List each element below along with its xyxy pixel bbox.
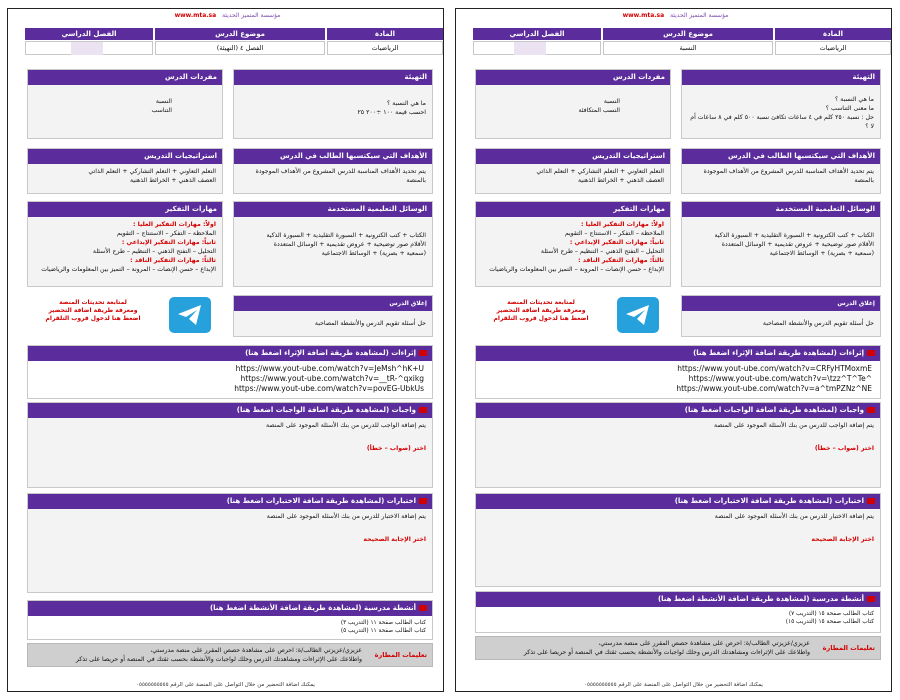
- activity-line: كتاب الطالب صفحة ١١ (التدريب ٥): [340, 628, 426, 634]
- thinking-heading-1: اولاً: مهارات التفكير العليا :: [133, 221, 216, 228]
- activities-title[interactable]: [476, 592, 880, 607]
- thinking-heading-2: ثانياً: مهارات التفكير الإبداعي :: [569, 239, 664, 246]
- semester-header: الفصل الدراسي: [25, 28, 153, 40]
- tests-box: [475, 493, 881, 587]
- promo-line: ومعرفة طريقة اضافة التحضير: [496, 307, 586, 314]
- thinking-skills-1: الملاحظة – التفكر – الاستنتاج – التقويم: [116, 230, 216, 237]
- closing-title: إغلاق الدرس: [234, 296, 432, 311]
- tests-choice: اختر الإجابة الصحيحة: [363, 536, 426, 543]
- lesson-plan-page-2: [455, 8, 892, 692]
- telegram-promo[interactable]: [481, 299, 601, 323]
- strategies-title: استراتيجيات التدريس: [28, 149, 222, 164]
- strategies-line: العصف الذهني + الخرائط الذهنية: [577, 177, 664, 184]
- enrichment-link[interactable]: https://www.yout-ube.com/watch?v=\tzz^T^Te^: [688, 374, 872, 383]
- strategies-box: [27, 148, 223, 194]
- tests-text: يتم إضافة الاختبار للدرس من بنك الأسئلة الموجود على المنصة: [714, 513, 874, 520]
- promo-line: ومعرفة طريقة اضافة التحضير: [48, 307, 138, 314]
- tests-box: [27, 493, 433, 593]
- tools-line: الكتاب + كتب الكترونية + السبورة التقليدية + السبورة الذكية: [714, 232, 874, 239]
- closing-title: إغلاق الدرس: [682, 296, 880, 311]
- tests-text: يتم إضافة الاختبار للدرس من بنك الأسئلة الموجود على المنصة: [266, 513, 426, 520]
- homework-title-text: واجبات (لمشاهدة طريقة اضافة الواجبات اضغط هنا): [684, 406, 864, 414]
- homework-box: [475, 402, 881, 488]
- instructions-box: [475, 636, 881, 660]
- vocab-title: مفردات الدرس: [476, 70, 670, 85]
- youtube-icon[interactable]: [867, 407, 875, 413]
- vocab-line: النسبة: [155, 98, 172, 105]
- warmup-title: التهيئة: [234, 70, 432, 85]
- topic-header: موضوع الدرس: [603, 28, 773, 40]
- closing-box: [233, 295, 433, 337]
- goals-title: الأهداف التي سيكتسبها الطالب في الدرس: [234, 149, 432, 164]
- instructions-line: واطلاعك على الإثراءات ومشاهدتك الدرس وحلك لواجبات والأنشطة بحسب ثقتك في المنصة أو حريصا على تذكر: [75, 656, 362, 663]
- warmup-line: ما هي النسبة ؟: [835, 96, 874, 103]
- thinking-box: [27, 201, 223, 287]
- homework-box: [27, 402, 433, 488]
- tools-line: الأقلام صور توضيحية + عروض تقديمية + الوسائل المتعددة: [273, 241, 426, 248]
- subject-value: الرياضيات: [775, 41, 891, 55]
- homework-choice: اختر (صواب – خطأ): [814, 445, 874, 452]
- homework-choice: اختر (صواب – خطأ): [366, 445, 426, 452]
- tests-title-text: اختبارات (لمشاهدة طريقة اضافة الاختبارات اضغط هنا): [674, 497, 864, 505]
- page-footer: يمكنك اضافة التحضير من خلال التواصل على المنصة على الرقم ٠٥٥٥٥٥٥٥٥٥٥: [584, 682, 763, 688]
- enrichment-link[interactable]: https://www.yout-ube.com/watch?v=__tR-^qxikg: [240, 374, 424, 383]
- promo-line: اضغط هنا لدخول قروب التلقرام: [493, 315, 589, 322]
- vocab-line: التناسب: [151, 107, 172, 114]
- instructions-title: تعليمات المطارة: [374, 651, 427, 659]
- goals-box: [681, 148, 881, 194]
- instructions-line: عزيزي/عزيزتي الطالب/ة: احرص على مشاهدة حصص المقرر على منصة مدرستي،: [598, 640, 810, 647]
- promo-line: اضغط هنا لدخول قروب التلقرام: [45, 315, 141, 322]
- semester-header: الفصل الدراسي: [473, 28, 601, 40]
- warmup-title: التهيئة: [682, 70, 880, 85]
- activities-title-text: أنشطة مدرسية (لمشاهدة طريقة اضافة الأنشطة اضغط هنا): [657, 595, 864, 603]
- homework-text: يتم إضافة الواجب للدرس من بنك الأسئلة الموجود على المنصة: [266, 422, 426, 429]
- vocab-box: [27, 69, 223, 139]
- telegram-icon[interactable]: [169, 297, 211, 333]
- tools-line: (سمعية + بصرية) + الوسائط الاجتماعية: [769, 250, 874, 257]
- strategies-line: التعلم التعاوني + التعلم التشاركي + التعلم الذاتي: [88, 168, 216, 175]
- topic-value: النسبة: [603, 41, 773, 55]
- thinking-skills-2: التحليل – التفتح الذهني – التنظيم – طرح الأسئلة: [92, 248, 216, 255]
- youtube-icon[interactable]: [867, 596, 875, 602]
- tools-box: [233, 201, 433, 287]
- site-org: مؤسسة المتميز الحديثة: [222, 12, 281, 19]
- enrichment-link[interactable]: https://www.yout-ube.com/watch?v=a^tmPZNz^NE: [676, 384, 872, 393]
- tests-title[interactable]: [476, 494, 880, 509]
- warmup-line: ما هي النسبة ؟: [387, 100, 426, 107]
- tools-line: الأقلام صور توضيحية + عروض تقديمية + الوسائل المتعددة: [721, 241, 874, 248]
- thinking-skills-3: الإبداع – حسن الإنصات – المرونة – التميز بين المعلومات والرياضيات: [41, 266, 216, 273]
- promo-line: لمتابعة تحديثات المنصة: [59, 299, 127, 306]
- closing-text: حل أسئلة تقويم الدرس والأنشطة المصاحبة: [314, 320, 426, 327]
- warmup-box: [233, 69, 433, 139]
- thinking-box: [475, 201, 671, 287]
- semester-highlight: [71, 42, 103, 55]
- enrichment-title[interactable]: [476, 346, 880, 361]
- thinking-heading-2: ثانياً: مهارات التفكير الإبداعي :: [121, 239, 216, 246]
- activities-title-text: أنشطة مدرسية (لمشاهدة طريقة اضافة الأنشطة اضغط هنا): [209, 604, 416, 612]
- activities-box: [475, 591, 881, 633]
- site-header: [456, 12, 891, 19]
- tests-title-text: اختبارات (لمشاهدة طريقة اضافة الاختبارات اضغط هنا): [226, 497, 416, 505]
- strategies-title: استراتيجيات التدريس: [476, 149, 670, 164]
- homework-title-text: واجبات (لمشاهدة طريقة اضافة الواجبات اضغط هنا): [236, 406, 416, 414]
- activity-line: كتاب الطالب صفحة ١١ (التدريب ٣): [340, 620, 426, 626]
- thinking-heading-1: اولاً: مهارات التفكير العليا :: [581, 221, 664, 228]
- enrichment-title[interactable]: [28, 346, 432, 361]
- homework-title[interactable]: [476, 403, 880, 418]
- youtube-icon[interactable]: [419, 498, 427, 504]
- warmup-line: ما معنى التناسب ؟: [825, 105, 874, 112]
- homework-title[interactable]: [28, 403, 432, 418]
- goals-line: يتم تحديد الأهداف المناسبة للدرس المشروع من الأهداف الموجودة: [255, 168, 426, 175]
- strategies-box: [475, 148, 671, 194]
- instructions-line: واطلاعك على الإثراءات ومشاهدتك الدرس وحلك لواجبات والأنشطة بحسب ثقتك في المنصة أو حريصا على تذكر: [523, 649, 810, 656]
- vocab-line: النسبة: [603, 98, 620, 105]
- telegram-icon[interactable]: [617, 297, 659, 333]
- site-header: [8, 12, 443, 19]
- telegram-promo[interactable]: [33, 299, 153, 323]
- strategies-line: العصف الذهني + الخرائط الذهنية: [129, 177, 216, 184]
- page-footer: يمكنك اضافة التحضير من خلال التواصل على المنصة على الرقم ٠٥٥٥٥٥٥٥٥٥٥: [136, 682, 315, 688]
- topic-header: موضوع الدرس: [155, 28, 325, 40]
- enrichment-title-text: إثراءات (لمشاهدة طريقة اضافة الإثراء اضغط هنا): [245, 349, 416, 357]
- instructions-title: تعليمات المطارة: [822, 644, 875, 652]
- activities-box: [27, 600, 433, 640]
- youtube-icon[interactable]: [419, 605, 427, 611]
- semester-highlight: [514, 42, 546, 55]
- thinking-heading-3: ثالثاً: مهارات التفكير الناقد :: [130, 257, 216, 264]
- strategies-line: التعلم التعاوني + التعلم التشاركي + التعلم الذاتي: [536, 168, 664, 175]
- goals-line: بالمنصة: [854, 177, 874, 184]
- tests-choice: اختر الإجابة الصحيحة: [811, 536, 874, 543]
- warmup-line: حل : نسبة ٢٥٠ كلم في ٤ ساعات تكافئ نسبة ٥٠٠ كلم في ٨ ساعات أم لا ؟: [690, 114, 874, 130]
- topic-value: الفصل ٤ (النهيئة): [155, 41, 325, 55]
- youtube-icon[interactable]: [419, 350, 427, 356]
- thinking-title: مهارات التفكير: [28, 202, 222, 217]
- tools-line: (سمعية + بصرية) + الوسائط الاجتماعية: [321, 250, 426, 257]
- site-org: مؤسسة المتميز الحديثة: [670, 12, 729, 19]
- subject-header: المادة: [775, 28, 891, 40]
- goals-title: الأهداف التي سيكتسبها الطالب في الدرس: [682, 149, 880, 164]
- warmup-line: احسب قيمة ١٠٠ ÷٢٠٠ ٢٥: [357, 109, 426, 116]
- site-url[interactable]: www.mta.sa: [622, 12, 665, 19]
- goals-line: يتم تحديد الأهداف المناسبة للدرس المشروع من الأهداف الموجودة: [703, 168, 874, 175]
- enrichment-link[interactable]: https://www.yout-ube.com/watch?v=JeMsh^hK+U: [235, 364, 424, 373]
- youtube-icon[interactable]: [867, 350, 875, 356]
- goals-line: بالمنصة: [406, 177, 426, 184]
- enrichment-link[interactable]: https://www.yout-ube.com/watch?v=povEG-UbkUs: [234, 384, 424, 393]
- enrichment-link[interactable]: https://www.yout-ube.com/watch?v=CRFyHTMoxmE: [677, 364, 872, 373]
- instructions-line: عزيزي/عزيزتي الطالب/ة: احرص على مشاهدة حصص المقرر على منصة مدرستي،: [150, 647, 362, 654]
- warmup-box: [681, 69, 881, 139]
- site-url[interactable]: www.mta.sa: [174, 12, 217, 19]
- enrichment-box: [475, 345, 881, 399]
- tools-line: الكتاب + كتب الكترونية + السبورة التقليدية + السبورة الذكية: [266, 232, 426, 239]
- tools-title: الوسائل التعليمية المستخدمة: [234, 202, 432, 217]
- tests-title[interactable]: [28, 494, 432, 509]
- thinking-skills-1: الملاحظة – التفكر – الاستنتاج – التقويم: [564, 230, 664, 237]
- tools-title: الوسائل التعليمية المستخدمة: [682, 202, 880, 217]
- homework-text: يتم إضافة الواجب للدرس من بنك الأسئلة الموجود على المنصة: [714, 422, 874, 429]
- subject-value: الرياضيات: [327, 41, 443, 55]
- thinking-heading-3: ثالثاً: مهارات التفكير الناقد :: [578, 257, 664, 264]
- thinking-title: مهارات التفكير: [476, 202, 670, 217]
- vocab-box: [475, 69, 671, 139]
- activities-title[interactable]: [28, 601, 432, 616]
- thinking-skills-2: التحليل – التفتح الذهني – التنظيم – طرح الأسئلة: [540, 248, 664, 255]
- lesson-plan-page-1: [7, 8, 444, 692]
- activity-line: كتاب الطالب صفحة ١٥ (التدريب ١٥): [785, 619, 874, 625]
- youtube-icon[interactable]: [867, 498, 875, 504]
- enrichment-title-text: إثراءات (لمشاهدة طريقة اضافة الإثراء اضغط هنا): [693, 349, 864, 357]
- vocab-line: النسب المتكافئة: [578, 107, 620, 114]
- promo-line: لمتابعة تحديثات المنصة: [507, 299, 575, 306]
- youtube-icon[interactable]: [419, 407, 427, 413]
- instructions-box: [27, 643, 433, 667]
- goals-box: [233, 148, 433, 194]
- activity-line: كتاب الطالب صفحة ١٥ (التدريب ٧): [788, 611, 874, 617]
- enrichment-box: [27, 345, 433, 399]
- thinking-skills-3: الإبداع – حسن الإنصات – المرونة – التميز بين المعلومات والرياضيات: [489, 266, 664, 273]
- closing-box: [681, 295, 881, 337]
- vocab-title: مفردات الدرس: [28, 70, 222, 85]
- tools-box: [681, 201, 881, 287]
- subject-header: المادة: [327, 28, 443, 40]
- closing-text: حل أسئلة تقويم الدرس والأنشطة المصاحبة: [762, 320, 874, 327]
